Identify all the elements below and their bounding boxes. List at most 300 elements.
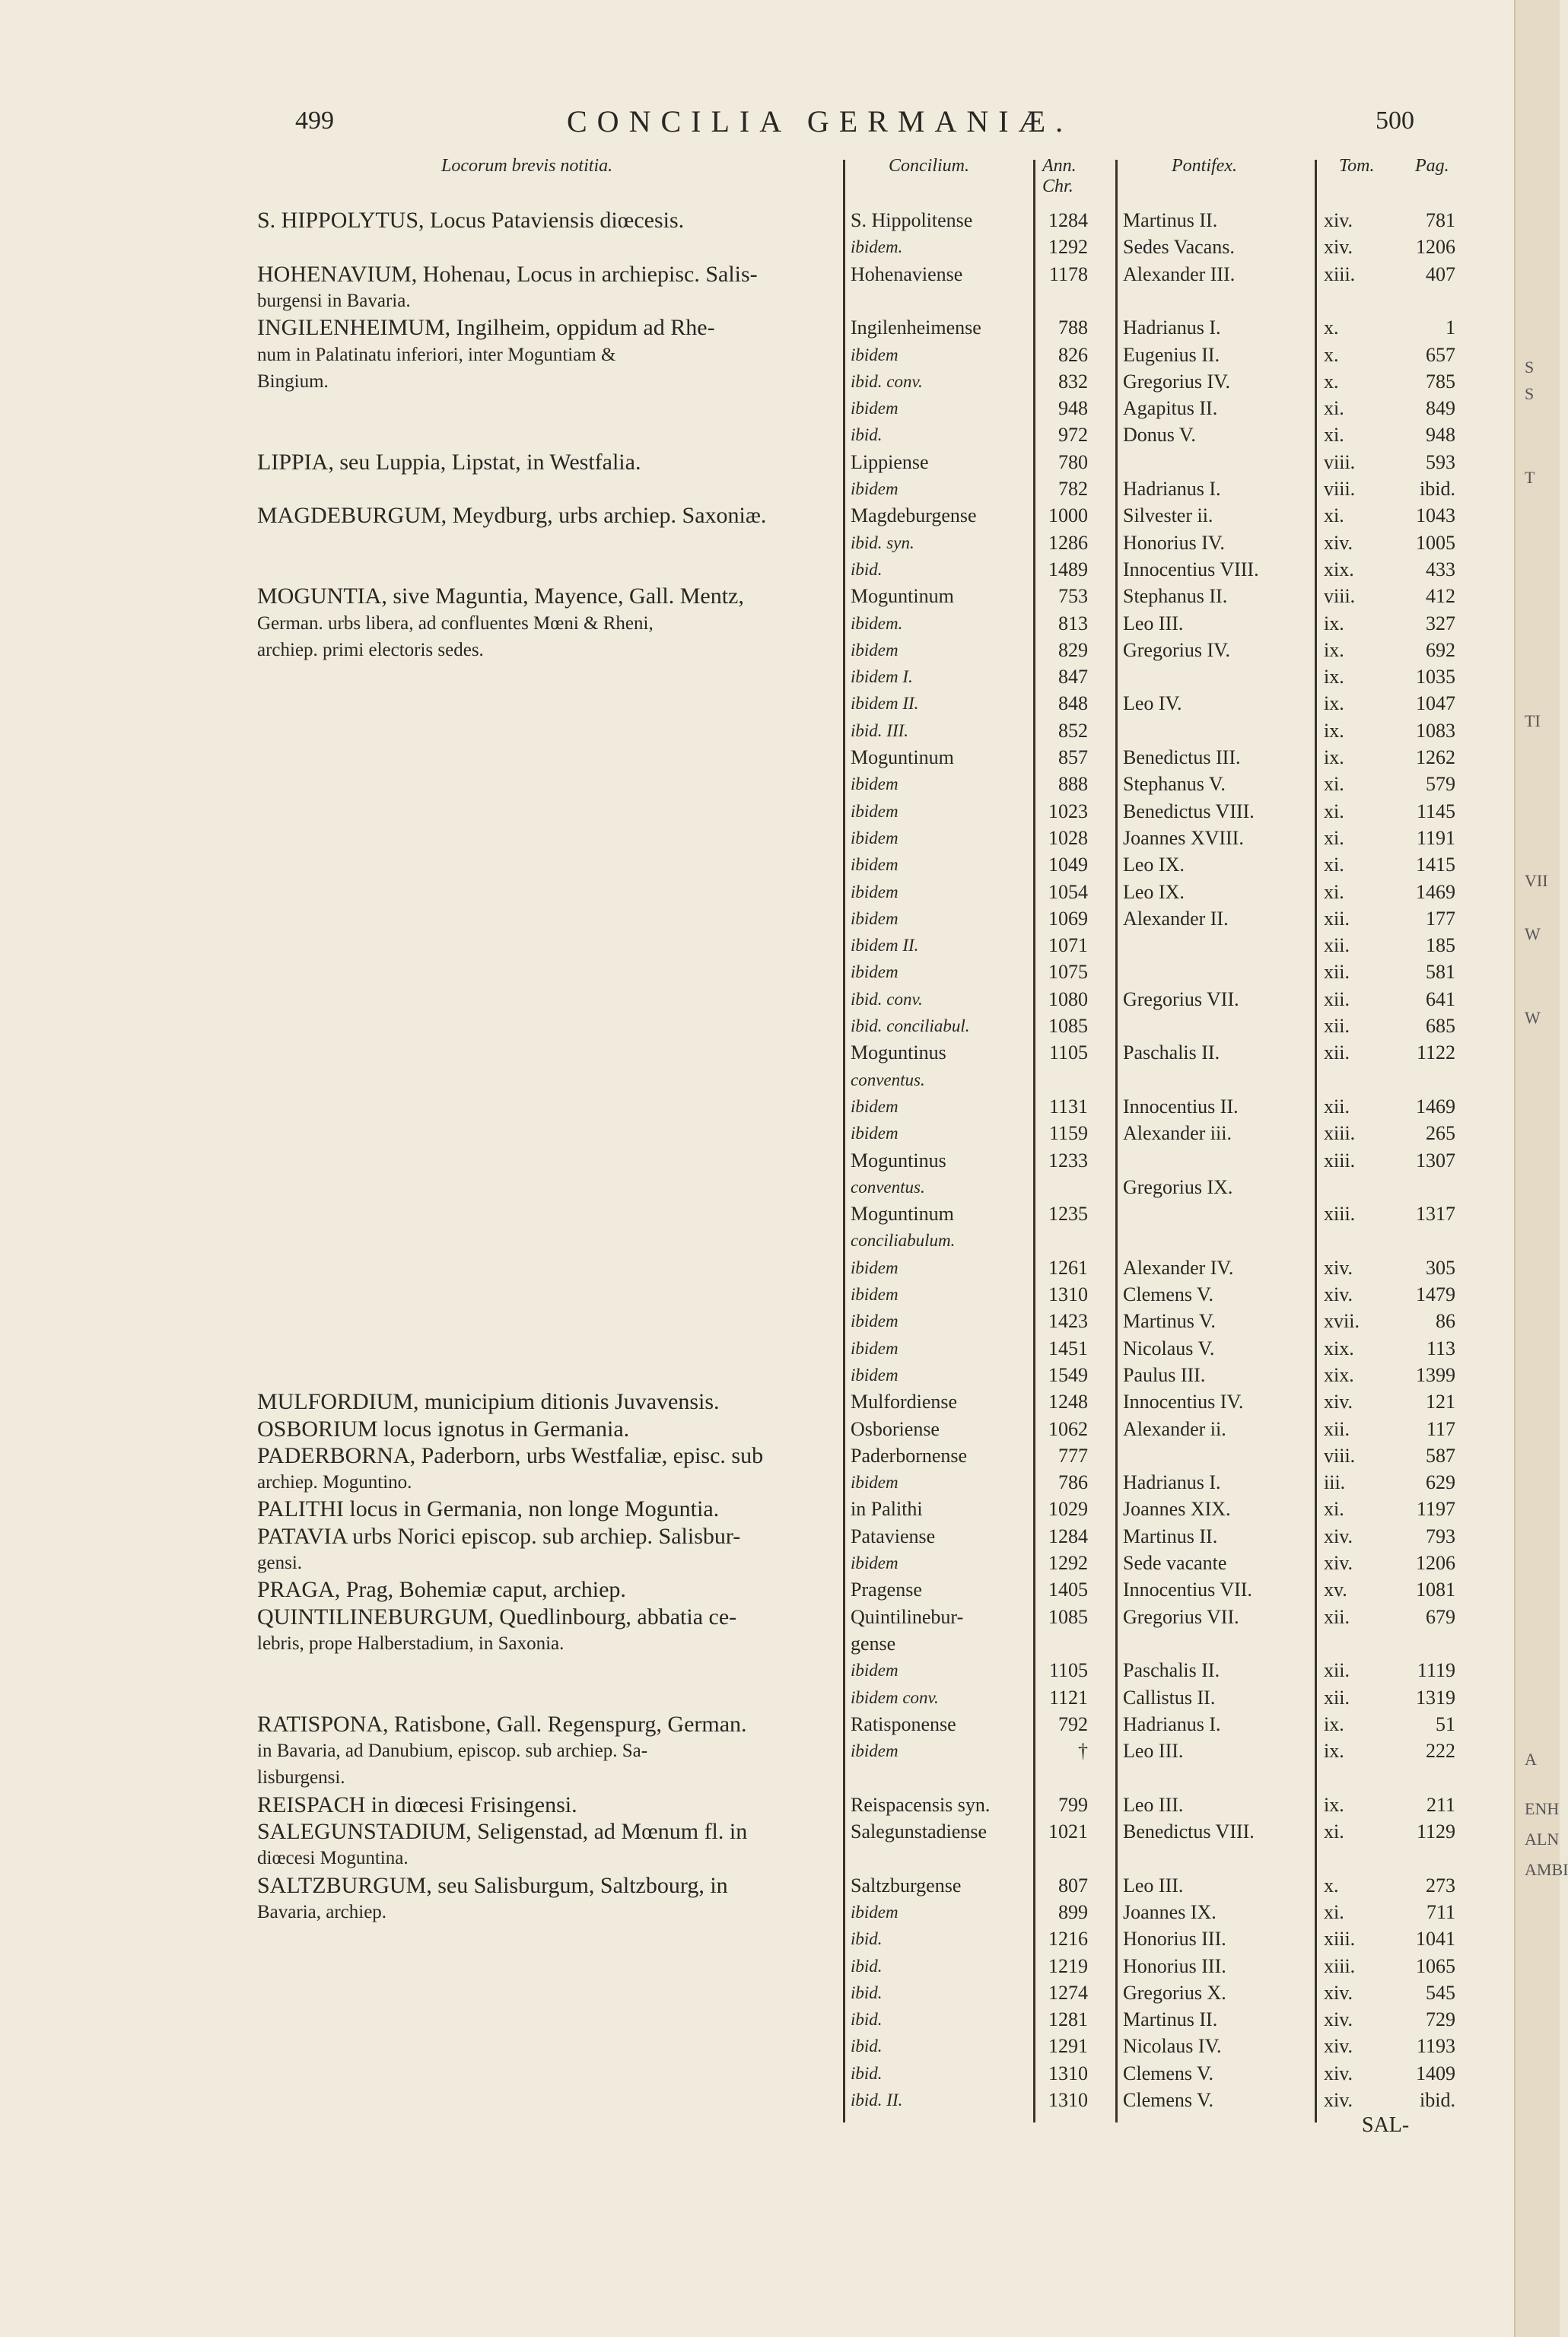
pontiff-cell: Stephanus V. bbox=[1123, 773, 1226, 796]
volume-cell: xiv. bbox=[1324, 1256, 1353, 1279]
year-cell: 807 bbox=[1058, 1874, 1088, 1897]
council-cell: ibidem I. bbox=[851, 667, 913, 687]
year-cell: 1085 bbox=[1048, 1015, 1088, 1037]
page-cell: 641 bbox=[1426, 987, 1455, 1010]
volume-cell: xix. bbox=[1324, 558, 1354, 580]
council-cell: ibidem bbox=[851, 1741, 898, 1761]
year-cell: 788 bbox=[1058, 316, 1088, 339]
year-cell: 1248 bbox=[1048, 1391, 1088, 1413]
pontiff-cell: Gregorius VII. bbox=[1123, 1605, 1239, 1628]
year-cell: 1071 bbox=[1048, 934, 1088, 957]
page-cell: 948 bbox=[1426, 424, 1455, 447]
council-cell: Hohenaviense bbox=[851, 262, 963, 285]
page-cell: 849 bbox=[1426, 397, 1455, 420]
council-cell: ibidem. bbox=[851, 613, 903, 633]
volume-cell: xii. bbox=[1324, 1015, 1350, 1037]
year-cell: 753 bbox=[1058, 585, 1088, 608]
volume-cell: xiv. bbox=[1324, 1981, 1353, 2004]
volume-cell: xi. bbox=[1324, 854, 1344, 876]
volume-cell: xiv. bbox=[1324, 1525, 1353, 1547]
council-cell: Ratisponense bbox=[851, 1712, 956, 1735]
table-row bbox=[0, 717, 1514, 745]
table-row bbox=[0, 959, 1514, 986]
page-cell: 679 bbox=[1426, 1605, 1455, 1628]
volume-cell: xi. bbox=[1324, 773, 1344, 796]
year-cell: 782 bbox=[1058, 478, 1088, 500]
council-cell: ibidem bbox=[851, 1553, 898, 1572]
volume-cell: xix. bbox=[1324, 1337, 1354, 1359]
year-cell: 786 bbox=[1058, 1471, 1088, 1494]
pontiff-cell: Joannes IX. bbox=[1123, 1900, 1217, 1923]
council-cell: ibidem bbox=[851, 1312, 898, 1331]
council-cell: ibidem bbox=[851, 1096, 898, 1116]
edge-fragment: ALN bbox=[1525, 1830, 1560, 1849]
place-cell: LIPPIA, seu Luppia, Lipstat, in Westfalia. bbox=[257, 449, 641, 475]
council-cell: conventus. bbox=[851, 1070, 925, 1089]
council-cell: Quintilinebur- bbox=[851, 1605, 964, 1628]
year-cell: 1405 bbox=[1048, 1579, 1088, 1601]
volume-cell: xi. bbox=[1324, 880, 1344, 903]
table-row bbox=[0, 421, 1514, 449]
year-cell: 899 bbox=[1058, 1900, 1088, 1923]
council-cell: Moguntinus bbox=[851, 1149, 946, 1172]
pontiff-cell: Hadrianus I. bbox=[1123, 1712, 1221, 1735]
year-cell: 777 bbox=[1058, 1444, 1088, 1467]
page-cell: 545 bbox=[1426, 1981, 1455, 2004]
table-row bbox=[0, 1576, 1514, 1604]
table-row bbox=[0, 1013, 1514, 1040]
year-cell: 1105 bbox=[1048, 1041, 1088, 1064]
volume-cell: ix. bbox=[1324, 612, 1344, 634]
pontiff-cell: Alexander ii. bbox=[1123, 1417, 1226, 1440]
place-cell: gensi. bbox=[257, 1553, 303, 1573]
pontiff-cell: Benedictus VIII. bbox=[1123, 800, 1255, 822]
page-cell: 273 bbox=[1426, 1874, 1455, 1897]
year-cell: 1235 bbox=[1048, 1203, 1088, 1226]
pontiff-cell: Clemens V. bbox=[1123, 2089, 1213, 2111]
council-cell: ibidem. bbox=[851, 237, 903, 257]
facing-page-edge bbox=[1514, 0, 1568, 2337]
volume-cell: xiii. bbox=[1324, 1122, 1356, 1145]
table-row bbox=[0, 2006, 1514, 2033]
volume-cell: xiii. bbox=[1324, 1203, 1356, 1226]
table-row bbox=[0, 798, 1514, 825]
pontiff-cell: Eugenius II. bbox=[1123, 343, 1220, 366]
council-cell: ibidem bbox=[851, 345, 898, 364]
volume-cell: xii. bbox=[1324, 1605, 1350, 1628]
page-cell: 593 bbox=[1426, 450, 1455, 473]
place-cell: num in Palatinatu inferiori, inter Moguntiam & bbox=[257, 344, 616, 365]
table-row bbox=[0, 1523, 1514, 1550]
pontiff-cell: Innocentius II. bbox=[1123, 1095, 1239, 1118]
place-cell: OSBORIUM locus ignotus in Germania. bbox=[257, 1416, 630, 1442]
pontiff-cell: Honorius III. bbox=[1123, 1954, 1226, 1977]
table-row bbox=[0, 449, 1514, 476]
pontiff-cell: Silvester ii. bbox=[1123, 504, 1213, 527]
page-cell: 1145 bbox=[1416, 800, 1455, 822]
place-cell: PADERBORNA, Paderborn, urbs Westfaliæ, episc. sub bbox=[257, 1442, 764, 1468]
pontiff-cell: Leo IV. bbox=[1123, 692, 1182, 715]
pontiff-cell: Honorius III. bbox=[1123, 1928, 1226, 1951]
volume-cell: x. bbox=[1324, 1874, 1339, 1897]
page-number-right: 500 bbox=[1376, 107, 1414, 135]
pontiff-cell: Honorius IV. bbox=[1123, 531, 1225, 554]
page-cell: ibid. bbox=[1420, 478, 1455, 500]
year-cell: 1080 bbox=[1048, 987, 1088, 1010]
volume-cell: xiv. bbox=[1324, 1552, 1353, 1574]
page-cell: 629 bbox=[1426, 1471, 1455, 1494]
place-cell: archiep. primi electoris sedes. bbox=[257, 639, 484, 660]
table-row bbox=[0, 475, 1514, 503]
pontiff-cell: Gregorius VII. bbox=[1123, 987, 1239, 1010]
year-cell: 1075 bbox=[1048, 961, 1088, 984]
volume-cell: ix. bbox=[1324, 719, 1344, 742]
year-cell: 848 bbox=[1058, 692, 1088, 715]
volume-cell: ix. bbox=[1324, 1793, 1344, 1816]
year-cell: 852 bbox=[1058, 719, 1088, 742]
council-cell: ibidem bbox=[851, 1661, 898, 1680]
council-cell: ibid. bbox=[851, 425, 883, 445]
place-cell: burgensi in Bavaria. bbox=[257, 290, 411, 311]
council-cell: ibidem bbox=[851, 908, 898, 928]
council-cell: Magdeburgense bbox=[851, 504, 977, 527]
year-cell: 1423 bbox=[1048, 1310, 1088, 1333]
year-cell: 1549 bbox=[1048, 1363, 1088, 1386]
volume-cell: viii. bbox=[1324, 585, 1356, 608]
year-cell: 829 bbox=[1058, 638, 1088, 661]
year-cell: 1085 bbox=[1048, 1605, 1088, 1628]
volume-cell: xiv. bbox=[1324, 1283, 1353, 1305]
volume-cell: xiv. bbox=[1324, 236, 1353, 259]
council-cell: ibid. II. bbox=[851, 2091, 903, 2110]
volume-cell: xii. bbox=[1324, 907, 1350, 930]
table-row bbox=[0, 610, 1514, 638]
page-cell: 1035 bbox=[1416, 666, 1455, 688]
page-cell: 1047 bbox=[1416, 692, 1455, 715]
page-cell: 1 bbox=[1446, 316, 1455, 339]
page-cell: 581 bbox=[1426, 961, 1455, 984]
council-cell: Saltzburgense bbox=[851, 1874, 962, 1897]
place-cell: Bavaria, archiep. bbox=[257, 1901, 387, 1922]
pontiff-cell: Martinus II. bbox=[1123, 209, 1218, 231]
page-cell: 211 bbox=[1426, 1793, 1455, 1816]
table-row bbox=[0, 1093, 1514, 1121]
place-cell: SALEGUNSTADIUM, Seligenstad, ad Mœnum fl. in bbox=[257, 1819, 748, 1844]
council-cell: ibidem bbox=[851, 1285, 898, 1304]
pontiff-cell: Gregorius IX. bbox=[1123, 1175, 1233, 1198]
table-row bbox=[0, 1657, 1514, 1684]
pontiff-cell: Leo III. bbox=[1123, 1740, 1184, 1763]
table-row bbox=[0, 207, 1514, 234]
page-cell: 86 bbox=[1436, 1310, 1455, 1333]
table-row bbox=[0, 2033, 1514, 2060]
pontiff-cell: Nicolaus V. bbox=[1123, 1337, 1215, 1359]
council-cell: ibid. bbox=[851, 1982, 883, 2002]
volume-cell: xii. bbox=[1324, 1041, 1350, 1064]
council-cell: Moguntinum bbox=[851, 746, 954, 768]
volume-cell: xvii. bbox=[1324, 1310, 1360, 1333]
volume-cell: xii. bbox=[1324, 934, 1350, 957]
table-row bbox=[0, 1120, 1514, 1147]
page-cell: 305 bbox=[1426, 1256, 1455, 1279]
table-row bbox=[0, 1899, 1514, 1926]
table-row bbox=[0, 288, 1514, 315]
volume-cell: xv. bbox=[1324, 1579, 1347, 1601]
year-cell: 1049 bbox=[1048, 854, 1088, 876]
table-row bbox=[0, 1442, 1514, 1470]
table-row bbox=[0, 690, 1514, 717]
table-row bbox=[0, 395, 1514, 422]
year-cell: 780 bbox=[1058, 450, 1088, 473]
pontiff-cell: Martinus II. bbox=[1123, 2008, 1218, 2031]
year-cell: 1159 bbox=[1048, 1122, 1088, 1145]
pontiff-cell: Leo III. bbox=[1123, 1793, 1184, 1816]
page-cell: 1415 bbox=[1416, 854, 1455, 876]
table-row bbox=[0, 502, 1514, 529]
volume-cell: ix. bbox=[1324, 746, 1344, 768]
council-cell: conciliabulum. bbox=[851, 1231, 956, 1251]
council-cell: ibidem bbox=[851, 1338, 898, 1358]
year-cell: 1292 bbox=[1048, 236, 1088, 259]
council-cell: ibidem bbox=[851, 1902, 898, 1922]
page-cell: ibid. bbox=[1420, 2089, 1455, 2111]
year-cell: 1000 bbox=[1048, 504, 1088, 527]
place-cell: German. urbs libera, ad confluentes Mœni & Rheni, bbox=[257, 612, 654, 634]
pontiff-cell: Sede vacante bbox=[1123, 1552, 1227, 1574]
pontiff-cell: Leo III. bbox=[1123, 612, 1184, 634]
council-cell: ibid. conciliabul. bbox=[851, 1016, 970, 1035]
page-cell: 1307 bbox=[1416, 1149, 1455, 1172]
year-cell: 1281 bbox=[1048, 2008, 1088, 2031]
table-row bbox=[0, 879, 1514, 906]
pontiff-cell: Gregorius IV. bbox=[1123, 638, 1231, 661]
column-header-pontifex: Pontifex. bbox=[1172, 156, 1237, 176]
volume-cell: ix. bbox=[1324, 666, 1344, 688]
year-cell: 1219 bbox=[1048, 1954, 1088, 1977]
page-cell: 113 bbox=[1426, 1337, 1455, 1359]
council-cell: ibidem bbox=[851, 962, 898, 982]
pontiff-cell: Stephanus II. bbox=[1123, 585, 1228, 608]
table-row bbox=[0, 314, 1514, 342]
place-cell: in Bavaria, ad Danubium, episcop. sub archiep. Sa- bbox=[257, 1741, 648, 1762]
page-cell: 407 bbox=[1426, 262, 1455, 285]
page-cell: 711 bbox=[1426, 1900, 1455, 1923]
year-cell: 813 bbox=[1058, 612, 1088, 634]
volume-cell: viii. bbox=[1324, 450, 1356, 473]
page-cell: 785 bbox=[1426, 370, 1455, 393]
place-cell: PALITHI locus in Germania, non longe Moguntia. bbox=[257, 1496, 720, 1522]
council-cell: Salegunstadiense bbox=[851, 1820, 988, 1843]
year-cell: 1062 bbox=[1048, 1417, 1088, 1440]
place-cell: PATAVIA urbs Norici episcop. sub archiep. Salisbur- bbox=[257, 1523, 741, 1549]
table-row bbox=[0, 1281, 1514, 1308]
pontiff-cell: Agapitus II. bbox=[1123, 397, 1218, 420]
place-cell: HOHENAVIUM, Hohenau, Locus in archiepisc. Salis- bbox=[257, 261, 758, 287]
volume-cell: ix. bbox=[1324, 1712, 1344, 1735]
council-cell: Ingilenheimense bbox=[851, 316, 981, 339]
page-cell: 1119 bbox=[1417, 1659, 1455, 1682]
council-cell: ibidem bbox=[851, 1258, 898, 1277]
council-cell: Pragense bbox=[851, 1579, 922, 1601]
page-cell: 1191 bbox=[1416, 826, 1455, 849]
council-cell: Paderbornense bbox=[851, 1444, 968, 1467]
table-row bbox=[0, 1227, 1514, 1254]
year-cell: 1310 bbox=[1048, 2089, 1088, 2111]
volume-cell: xiii. bbox=[1324, 1149, 1356, 1172]
table-row bbox=[0, 1925, 1514, 1953]
council-cell: Moguntinum bbox=[851, 1203, 954, 1226]
volume-cell: xiv. bbox=[1324, 531, 1353, 554]
pontiff-cell: Callistus II. bbox=[1123, 1686, 1216, 1709]
table-row bbox=[0, 986, 1514, 1013]
table-row bbox=[0, 1630, 1514, 1658]
table-row bbox=[0, 1764, 1514, 1792]
council-cell: Reispacensis syn. bbox=[851, 1793, 991, 1816]
page-cell: 1005 bbox=[1416, 531, 1455, 554]
place-cell: REISPACH in diœcesi Frisingensi. bbox=[257, 1792, 577, 1817]
volume-cell: xiv. bbox=[1324, 2062, 1353, 2084]
pontiff-cell: Joannes XVIII. bbox=[1123, 826, 1244, 849]
place-cell: lebris, prope Halberstadium, in Saxonia. bbox=[257, 1633, 565, 1654]
page-number-left: 499 bbox=[295, 107, 334, 135]
pontiff-cell: Donus V. bbox=[1123, 424, 1196, 447]
table-row bbox=[0, 1818, 1514, 1846]
council-cell: Pataviense bbox=[851, 1525, 936, 1547]
table-row bbox=[0, 1254, 1514, 1282]
pontiff-cell: Martinus II. bbox=[1123, 1525, 1218, 1547]
page-cell: 1197 bbox=[1416, 1498, 1455, 1521]
council-cell: ibidem conv. bbox=[851, 1687, 939, 1707]
table-row bbox=[0, 1684, 1514, 1712]
year-cell: 1310 bbox=[1048, 1283, 1088, 1305]
council-cell: ibidem bbox=[851, 828, 898, 847]
pontiff-cell: Alexander IV. bbox=[1123, 1256, 1234, 1279]
year-cell: 1029 bbox=[1048, 1498, 1088, 1521]
table-row bbox=[0, 1362, 1514, 1389]
table-row bbox=[0, 744, 1514, 771]
volume-cell: xii. bbox=[1324, 1095, 1350, 1118]
volume-cell: xiii. bbox=[1324, 1928, 1356, 1951]
pontiff-cell: Benedictus VIII. bbox=[1123, 1820, 1255, 1843]
year-cell: 1021 bbox=[1048, 1820, 1088, 1843]
column-header-anno: Ann. Chr. bbox=[1042, 156, 1077, 196]
pontiff-cell: Leo III. bbox=[1123, 1874, 1184, 1897]
council-cell: ibid. III. bbox=[851, 720, 909, 740]
page-cell: 1479 bbox=[1416, 1283, 1455, 1305]
volume-cell: xix. bbox=[1324, 1363, 1354, 1386]
volume-cell: ix. bbox=[1324, 638, 1344, 661]
edge-fragment: S bbox=[1525, 384, 1535, 403]
table-row bbox=[0, 261, 1514, 288]
table-row bbox=[0, 1711, 1514, 1738]
year-cell: 1178 bbox=[1048, 262, 1088, 285]
volume-cell: x. bbox=[1324, 370, 1339, 393]
page-cell: 1262 bbox=[1416, 746, 1455, 768]
year-cell: 1054 bbox=[1048, 880, 1088, 903]
page-title: CONCILIA GERMANIÆ. bbox=[567, 104, 1073, 138]
year-cell: 1233 bbox=[1048, 1149, 1088, 1172]
page-cell: 579 bbox=[1426, 773, 1455, 796]
place-cell: QUINTILINEBURGUM, Quedlinbourg, abbatia ce- bbox=[257, 1604, 737, 1630]
council-cell: ibidem bbox=[851, 774, 898, 794]
table-row bbox=[0, 1067, 1514, 1094]
pontiff-cell: Martinus V. bbox=[1123, 1310, 1216, 1333]
table-row bbox=[0, 1308, 1514, 1335]
council-cell: ibid. conv. bbox=[851, 371, 923, 391]
page-cell: 121 bbox=[1426, 1391, 1455, 1413]
page-cell: 1129 bbox=[1416, 1820, 1455, 1843]
year-cell: 1274 bbox=[1048, 1981, 1088, 2004]
year-cell: 972 bbox=[1058, 424, 1088, 447]
council-cell: ibidem bbox=[851, 1365, 898, 1385]
year-cell: 1105 bbox=[1048, 1659, 1088, 1682]
year-cell: † bbox=[1078, 1740, 1088, 1763]
volume-cell: xi. bbox=[1324, 800, 1344, 822]
pontiff-cell: Innocentius IV. bbox=[1123, 1391, 1244, 1413]
page-cell: 117 bbox=[1426, 1417, 1455, 1440]
page-cell: 657 bbox=[1426, 343, 1455, 366]
pontiff-cell: Gregorius IV. bbox=[1123, 370, 1231, 393]
table-row bbox=[0, 1496, 1514, 1523]
page-cell: 1122 bbox=[1416, 1041, 1455, 1064]
place-cell: diœcesi Moguntina. bbox=[257, 1848, 409, 1869]
year-cell: 857 bbox=[1058, 746, 1088, 768]
council-cell: ibidem II. bbox=[851, 694, 919, 714]
volume-cell: xiv. bbox=[1324, 2035, 1353, 2058]
table-row bbox=[0, 1953, 1514, 1980]
edge-fragment: W bbox=[1525, 1008, 1541, 1027]
edge-fragment: S bbox=[1525, 358, 1535, 377]
volume-cell: xi. bbox=[1324, 826, 1344, 849]
council-cell: ibidem bbox=[851, 855, 898, 875]
volume-cell: xi. bbox=[1324, 1498, 1344, 1521]
year-cell: 1292 bbox=[1048, 1552, 1088, 1574]
table-row bbox=[0, 1550, 1514, 1577]
year-cell: 1284 bbox=[1048, 1525, 1088, 1547]
page-cell: 692 bbox=[1426, 638, 1455, 661]
volume-cell: xi. bbox=[1324, 504, 1344, 527]
table-row bbox=[0, 2060, 1514, 2087]
council-cell: S. Hippolitense bbox=[851, 209, 973, 231]
year-cell: 792 bbox=[1058, 1712, 1088, 1735]
council-cell: ibid. conv. bbox=[851, 989, 923, 1009]
year-cell: 1131 bbox=[1048, 1095, 1088, 1118]
pontiff-cell: Sedes Vacans. bbox=[1123, 236, 1235, 259]
edge-fragment: VII bbox=[1525, 871, 1548, 890]
table-row bbox=[0, 637, 1514, 664]
table-row bbox=[0, 1416, 1514, 1443]
edge-fragment: T bbox=[1525, 468, 1535, 487]
volume-cell: xi. bbox=[1324, 1820, 1344, 1843]
council-cell: Mulfordiense bbox=[851, 1391, 958, 1413]
page-cell: 1409 bbox=[1416, 2062, 1455, 2084]
place-cell: SALTZBURGUM, seu Salisburgum, Saltzbourg, in bbox=[257, 1872, 728, 1898]
council-cell: ibidem bbox=[851, 479, 898, 498]
volume-cell: viii. bbox=[1324, 1444, 1356, 1467]
volume-cell: xiii. bbox=[1324, 262, 1356, 285]
page-cell: 781 bbox=[1426, 209, 1455, 231]
council-cell: conventus. bbox=[851, 1177, 925, 1197]
volume-cell: xiii. bbox=[1324, 1954, 1356, 1977]
volume-cell: xii. bbox=[1324, 1417, 1350, 1440]
pontiff-cell: Paulus III. bbox=[1123, 1363, 1206, 1386]
edge-fragment: ENH bbox=[1525, 1799, 1560, 1818]
pontiff-cell: Innocentius VIII. bbox=[1123, 558, 1259, 580]
page-cell: 1065 bbox=[1416, 1954, 1455, 1977]
council-cell: ibid. bbox=[851, 2010, 883, 2030]
edge-fragment: W bbox=[1525, 924, 1541, 943]
volume-cell: viii. bbox=[1324, 478, 1356, 500]
